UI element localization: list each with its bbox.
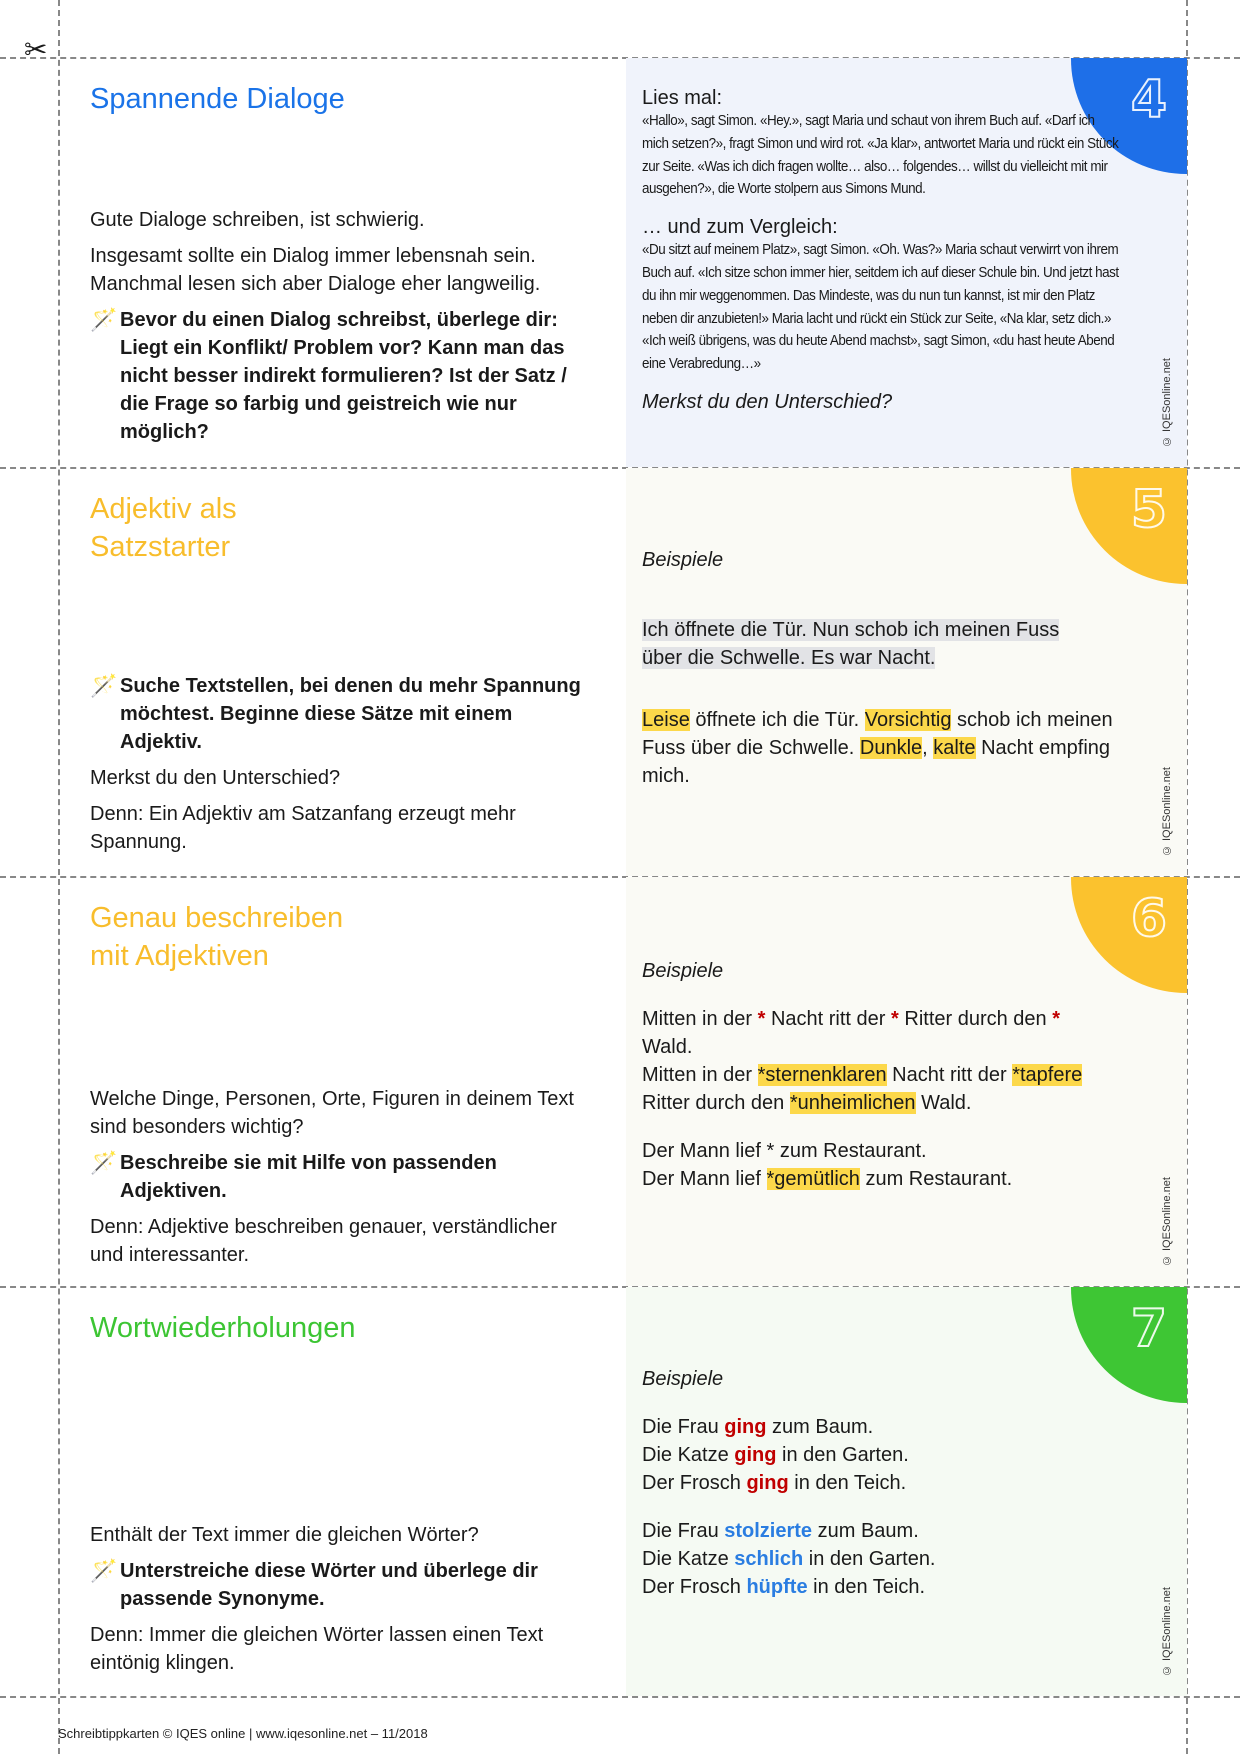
- copyright: © IQESonline.net: [1161, 766, 1173, 856]
- card-example-panel: [626, 877, 1187, 1286]
- example-with-adjectives: Mitten in der *sternenklaren Nacht ritt der *tapfere Ritter durch den *unheimlichen Wald.: [642, 1064, 1083, 1114]
- card-number: 5: [1130, 480, 1167, 540]
- tip-text: Bevor du einen Dialog schreibst, überlege dir: Liegt ein Konflikt/ Problem vor? Kann man das nicht besser indirekt formulieren? Ist der Satz / die Frage so farbig und geistreich wie nur möglich?: [120, 309, 567, 443]
- highlighted-adjective: Leise: [642, 709, 690, 731]
- highlighted-adjective: unheimlichen: [797, 1092, 916, 1114]
- copyright: © IQESonline.net: [1161, 1176, 1173, 1266]
- highlighted-adjective: Dunkle: [859, 737, 923, 759]
- examples-heading: Beispiele: [642, 960, 724, 982]
- example-line: Die Frau stolzierte zum Baum.: [642, 1520, 919, 1542]
- card-example-panel: [626, 58, 1187, 467]
- highlighted-adjective: sternenklaren: [765, 1064, 887, 1086]
- magic-wand-icon: 🪄: [90, 307, 118, 332]
- question-text: Enthält der Text immer die gleichen Wörter?: [90, 1524, 479, 1546]
- synonym-example: [642, 1517, 1142, 1601]
- scissors-icon: ✂: [24, 34, 48, 65]
- copyright: © IQESonline.net: [1161, 357, 1173, 447]
- card-title: Spannende Dialoge: [90, 83, 345, 115]
- intro-text: Gute Dialoge schreiben, ist schwierig.: [90, 209, 425, 231]
- adjective-example: Leise öffnete ich die Tür. Vorsichtig schob ich meinen Fuss über die Schwelle. Dunkle, kalte Nacht empfing mich.: [642, 709, 1113, 787]
- compare-heading: … und zum Vergleich:: [642, 216, 838, 239]
- example-line: Der Frosch hüpfte in den Teich.: [642, 1576, 926, 1598]
- highlighted-adjective: Vorsichtig: [864, 709, 952, 731]
- question-text: Welche Dinge, Personen, Orte, Figuren in deinem Text sind besonders wichtig?: [90, 1088, 574, 1138]
- card-example-panel: [626, 468, 1187, 876]
- example-line: Die Katze ging in den Garten.: [642, 1444, 909, 1466]
- tip-text: Unterstreiche diese Wörter und überlege dir passende Synonyme.: [120, 1560, 538, 1610]
- repeated-word: ging: [746, 1472, 789, 1494]
- conclusion-text: Denn: Ein Adjektiv am Satzanfang erzeugt mehr Spannung.: [90, 803, 516, 853]
- highlighted-adjective: tapfere: [1020, 1064, 1083, 1086]
- conclusion-text: Denn: Immer die gleichen Wörter lassen einen Text eintönig klingen.: [90, 1624, 544, 1674]
- card-number: 7: [1130, 1299, 1167, 1359]
- card-genau-beschreiben: [60, 877, 1187, 1286]
- card-title: Genau beschreiben mit Adjektiven: [90, 902, 344, 972]
- magic-wand-icon: 🪄: [90, 1558, 118, 1583]
- tip-text: Suche Textstellen, bei denen du mehr Spannung möchtest. Beginne diese Sätze mit einem Adjektiv.: [120, 675, 581, 753]
- copyright: © IQESonline.net: [1161, 1586, 1173, 1676]
- highlighted-adjective: gemütlich: [774, 1168, 860, 1190]
- card-adjektiv-satzstarter: [60, 468, 1187, 876]
- repeated-word: ging: [724, 1416, 767, 1438]
- question-text: Merkst du den Unterschied?: [90, 767, 341, 789]
- compare-text: «Du sitzt auf meinem Platz», sagt Simon. «Oh. Was?» Maria schaut verwirrt von ihrem Buch auf. «Ich sitze schon immer hier, seitdem ich auf dieser Schule bin. Und jetzt hast du ihn mir weggenommen. Das Mindeste, was du nun tun kannst, ist mir den Platz neben dir anzubieten!» Maria lacht und rückt ein Stück zur Seite, «Na klar, setz dich.» «Ich weiß übrigens, was du heute Abend machst», sagt Simon, «du hast heute Abend eine Verabredung…»: [642, 242, 1119, 373]
- example-line: Die Katze schlich in den Garten.: [642, 1548, 936, 1570]
- examples-heading: Beispiele: [642, 549, 724, 571]
- plain-example-line: über die Schwelle. Es war Nacht.: [642, 647, 936, 669]
- magic-wand-icon: 🪄: [90, 1150, 118, 1175]
- example-with-placeholders: Mitten in der * Nacht ritt der * Ritter durch den * Wald.: [642, 1008, 1061, 1058]
- synonym-word: stolzierte: [724, 1520, 813, 1542]
- repetition-example: [642, 1413, 1142, 1497]
- card-example-panel: [626, 1287, 1187, 1696]
- card-number: 4: [1130, 70, 1167, 130]
- read-text: «Hallo», sagt Simon. «Hey.», sagt Maria und schaut von ihrem Buch auf. «Darf ich mich setzen?», fragt Simon und wird rot. «Ja klar», antwortet Maria und rückt ein Stück zur Seite. «Was ich dich fragen wollte… also… folgendes… willst du vielleicht mit mir ausgehen?», die Worte stolpern aus Simons Mund.: [642, 113, 1119, 198]
- example-line: Die Frau ging zum Baum.: [642, 1416, 874, 1438]
- card-number: 6: [1130, 889, 1167, 949]
- conclusion-text: Denn: Adjektive beschreiben genauer, verständlicher und interessanter.: [90, 1216, 557, 1266]
- card-wortwiederholungen: [60, 1287, 1187, 1696]
- plain-example-line: Ich öffnete die Tür. Nun schob ich meinen Fuss: [642, 619, 1060, 641]
- example-line: Der Mann lief * zum Restaurant.: [642, 1140, 927, 1162]
- highlighted-adjective: kalte: [933, 737, 976, 759]
- read-heading: Lies mal:: [642, 87, 723, 109]
- synonym-word: schlich: [734, 1548, 804, 1570]
- repeated-word: ging: [734, 1444, 777, 1466]
- card-spannende-dialoge: [60, 58, 1187, 467]
- synonym-word: hüpfte: [746, 1576, 808, 1598]
- example-line: Der Frosch ging in den Teich.: [642, 1472, 907, 1494]
- tip-text: Beschreibe sie mit Hilfe von passenden Adjektiven.: [120, 1152, 497, 1202]
- intro-text-2: Insgesamt sollte ein Dialog immer lebensnah sein. Manchmal lesen sich aber Dialoge eher langweilig.: [90, 245, 541, 295]
- card-title: Adjektiv als Satzstarter: [90, 493, 237, 563]
- example-line: Der Mann lief *gemütlich zum Restaurant.: [642, 1168, 1013, 1190]
- examples-heading: Beispiele: [642, 1368, 724, 1390]
- closing-question: Merkst du den Unterschied?: [642, 390, 893, 413]
- page-footer: Schreibtippkarten © IQES online | www.iqesonline.net – 11/2018: [58, 1726, 428, 1741]
- magic-wand-icon: 🪄: [90, 673, 118, 698]
- cut-line-bottom: [0, 1696, 1240, 1698]
- card-title: Wortwiederholungen: [90, 1312, 356, 1344]
